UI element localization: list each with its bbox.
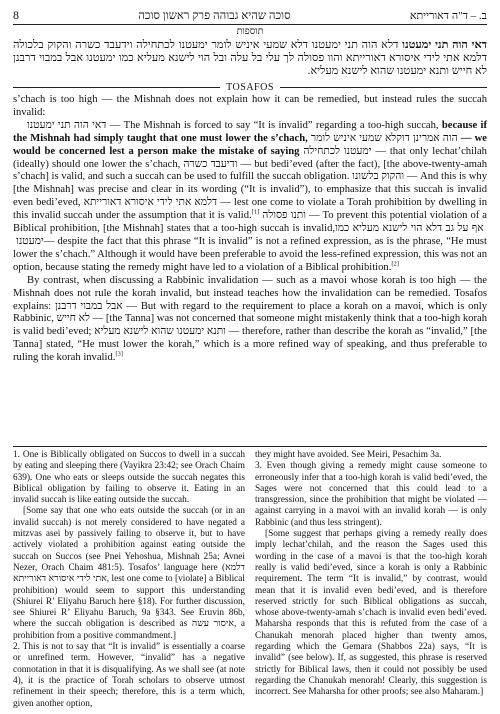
commentary-paragraph: By contrast, when discussing a Rabbinic invalidation — such as a mavoi whose korah is too high — the Mishnah does not rule the korah invalid, but instead teaches how the invalidation can be remedied. Tosafos explains: אבל במבוי דרבנן — But with regard to the requirement to place a korah on a mavoi, which is only Rabbinic, לא חייש — [the Tanna] was not concerned that someone might mistakenly think that a too-high korah is valid bedi’eved; ותנא ימעטנו שהוא לישנא מעליא — therefore, rather than describe the korah as “invalid,” [the Tanna] stated, “He must lower the korah,” which is a more refined way of speaking, and thus preferable to ruling the korah invalid.[3] xyxy=(13,274,488,364)
page-header xyxy=(13,8,487,24)
tosafos-hebrew-label: תוספות xyxy=(236,27,264,37)
notes-column-left xyxy=(13,450,245,710)
hebrew-phrase: ותנא ימעטנו שהוא לישנא מעליא xyxy=(91,326,229,338)
divider-right xyxy=(280,87,487,88)
hebrew-phrase: אבל במבוי דרבנן xyxy=(55,300,123,312)
hebrew-phrase: ימעטנו לכתחילה xyxy=(299,145,376,157)
commentary-paragraph: s’chach is too high — the Mishnah does not explain how it can be remedied, but instead rules the succah invalid: xyxy=(13,94,487,118)
page xyxy=(13,8,487,365)
tosafos-section-bar xyxy=(13,82,487,93)
note-1-continued: [Some say that one who eats outside the succah (or in an invalid succah) is not merely considered to have negated a mitzvas asei by passively failing to observe it, but to have actively violated a prohibition against eating outside the succah on Succos (see Pnei Yehoshua, Mishnah 25a; Avnei Nezer, Orach Chaim 481:5). Tosafos’ language here (דלמא אתי לידי איסורא דאורייתא, lest one come to [violate] a Biblical prohibition) would seem to support this understanding (Shiurei R’ Eliyahu Baruch here §18). For further discussion, see Shiurei R’ Eliyahu Baruch, 9a §343. See Eruvin 86b, where the succah obligation is described as איסור עשה, a prohibition from a positive commandment.] xyxy=(13,506,246,641)
note-1: 1. One is Biblically obligated on Succos to dwell in a succah by eating and sleeping there (Vayikra 23:42; see Orach Chaim 639). One who eats or sleeps outside the succah negates this Biblical obligation by failing to observe it. Eating in an invalid succah is like eating outside the succah. xyxy=(13,450,245,506)
hebrew-phrase: לא חייש xyxy=(53,313,93,325)
dibbur-hamaschil: דאי הוה תני ימעטנו xyxy=(402,39,488,51)
note-2: 2. This is not to say that “It is invalid” is essentially a coarse or unrefined term. However, “invalid” has a negative connotation in that it is disqualifying. As we shall see (at note 4), it is the practice of Torah scholars to observe utmost refinement in their speech; therefore, this is a term which, given another option, xyxy=(13,642,245,709)
hebrew-body: דלא הוה תני ימעטנו דלא שמעי איניש לומר ימעטנו לכתחילה וידעבד כשרה והקוק בלכולה דלמא אתי לידי איסורא דאורייתא והוו פסולה לך עלי בל עלה ובל הוי לישנא מעליא כמו ימעטנו אבל במבוי דרבנן לא חייש ותנא ימעטנו שהוא לישנא מעליא. xyxy=(13,39,487,77)
footnote-ref: [2] xyxy=(391,260,399,268)
note-3-continued: [Some suggest that perhaps giving a remedy really does imply lechat’chilah, and the reason the Sages used this wording in the case of a mavoi is that the too-high korah really is valid bedi’eved, since a korah is only a Rabbinic requirement. The term “It is invalid,” by contrast, would mean that it is invalid even bedi’eved, and is therefore reserved strictly for such Biblical obligations as succah, whose above-twenty-amah s’chach is invalid even bedi’eved. Maharsha responds that this is refuted from the case of a Chanukah menorah placed higher than twenty amos, regarding which the Gemara (Shabbos 22a) says, “It is invalid” (see below). If, as suggested, this phrase is reserved strictly for Biblical laws, then it could not possibly be used regarding the Chanukah menorah! Clearly, this suggestion is incorrect. See Maharsha for other proofs; see also Maharam.] xyxy=(255,529,487,698)
commentary-paragraph: דאי הוה תני ימעטנו — The Mishnah is forced to say “It is invalid” regarding a too-high succah, because if the Mishnah had simply taught that one must lower the s’chach, הוה אמרינן דוקלא שמעי איניש לומר — we would be concerned lest a person make the mistake of saying ימעטנו לכתחילה — that only lechat’chilah (ideally) should one lower the s’chach, ודיעבד כשרה — but bedi’eved (after the fact), [the above-twenty-amah s’chach] is valid, and such a succah can be used to fulfill the succah obligation. והקוק בלשונו — And this is why [the Mishnah] was precise and clear in its wording (“It is invalid”), to emphasize that this succah is invalid even bedi’eved, דלמא אתי לידי איסורא דאורייתא — lest one come to violate a Torah prohibition by dwelling in this invalid succah under the assumption that it is valid.[1] ותנו פסולה — To prevent this potential violation of a Biblical prohibition, [the Mishnah] states that a too-high succah is invalid, אף על גב דלא הוי לישנא מעליא כמו ימעטנו — despite the fact that this phrase “It is invalid” is not a refined expression, as is the phrase, “He must lower the s’chach.” Although it would have been preferable to avoid the less-refined expression, this was not an option, because stating the remedy might have led to a violation of a Biblical prohibition.[2] xyxy=(13,119,488,273)
side-reference: ב. – ד"ה דאורייתא xyxy=(409,10,487,22)
hebrew-phrase: ותנו פסולה xyxy=(259,210,309,222)
note-3: 3. Even though giving a remedy might cause someone to erroneously infer that a too-high korah is valid bedi’eved, the Sages were not concerned that this could lead to a transgression, since the prohibition that might be violated — against carrying in a mavoi with an invalid korah — is only Rabbinic (and thus less stringent). xyxy=(255,461,487,528)
footnote-ref: [3] xyxy=(115,350,123,358)
notes-column-right xyxy=(255,450,487,710)
tosafos-label: TOSAFOS xyxy=(226,82,274,93)
hebrew-phrase: דלמא אתי לידי איסורא דאורייתא xyxy=(80,197,221,209)
footnote-ref: [1] xyxy=(251,208,260,216)
running-title: סוכה שהיא גבוהה פרק ראשון סוכה xyxy=(138,10,291,22)
hebrew-phrase: הוה אמרינן דוקלא שמעי איניש לומר xyxy=(307,132,461,144)
divider-left xyxy=(13,87,220,88)
commentary xyxy=(13,94,487,365)
hebrew-phrase: והקוק בלשונו xyxy=(349,171,407,183)
header-rule xyxy=(13,24,487,25)
hebrew-phrase: דאי הוה תני ימעטנו xyxy=(27,119,107,131)
page-number: 8 xyxy=(13,8,19,22)
note-2-continued: they might have avoided. See Meiri, Pesachim 3a. xyxy=(255,450,442,460)
hebrew-phrase: אף על גב דלא הוי לישנא מעליא כמו ימעטנו xyxy=(13,223,487,247)
footnotes xyxy=(13,446,487,710)
hebrew-phrase: ודיעבד כשרה xyxy=(180,158,241,170)
tosafos-hebrew-text xyxy=(13,39,487,78)
